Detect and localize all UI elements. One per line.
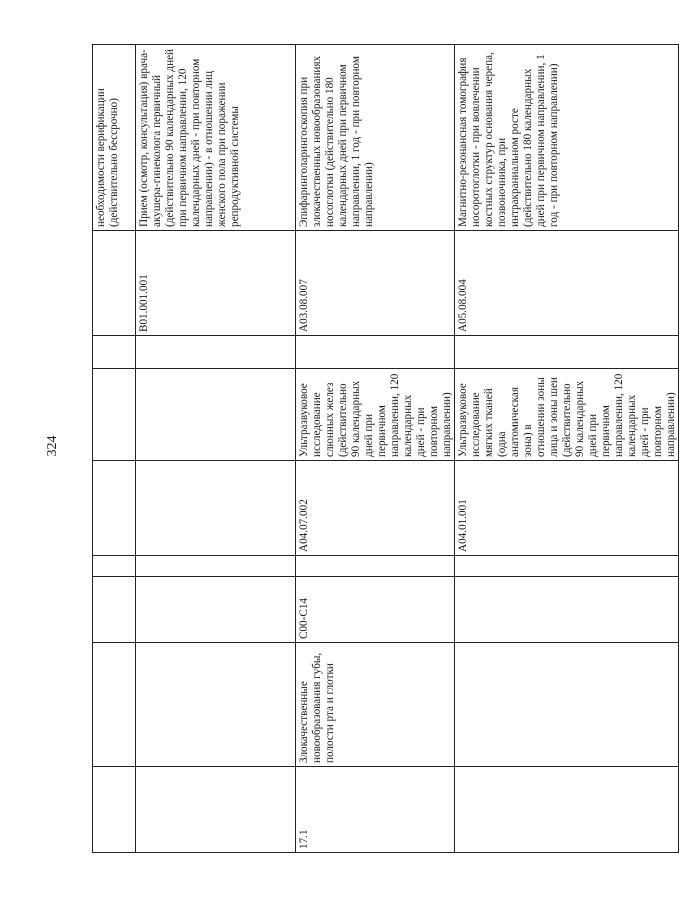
table-row-17-1-a <box>296 45 455 853</box>
procedure-text-cell: Ультразвуковое исследование слюнных желез (действительно 90 календарных дней при первичном направлении, 120 календарных дней - при повторном направлении) <box>296 369 455 461</box>
cell-icd-empty <box>136 577 296 643</box>
table-row-consultation <box>136 45 296 853</box>
cell-narrow-empty <box>296 556 455 577</box>
table-row-17-1-b <box>455 45 679 853</box>
procedure-text-cell: Эпифаринголарингоскопия при злокачественных новообразованиях носоглотки (действительно 180 календарных дней при первичном направлении, 1 год - при повторном направлении) <box>296 45 455 231</box>
cell-number-empty <box>136 767 296 853</box>
procedure-code-cell: A03.08.007 <box>296 231 455 336</box>
procedure-code-cell: A04.01.001 <box>455 461 679 556</box>
cell-code2-empty <box>93 231 136 336</box>
cell-narrow-empty <box>455 556 679 577</box>
row-number-cell: 17.1 <box>296 767 455 853</box>
table-row-header-continuation <box>93 45 136 853</box>
icd-codes-cell: C00-C14 <box>296 577 455 643</box>
document-table <box>92 44 679 853</box>
procedure-code-cell: A05.08.004 <box>455 231 679 336</box>
cell-text1-empty <box>136 369 296 461</box>
cell-narrow-empty <box>93 556 136 577</box>
procedure-text-cell: Магнитно-резонансная томография носоротоглотки - при вовлечении костных структур основания черепа, позвоночника, при интракраниальном росте (действительно 180 календарных дней при первичном направлении, 1 год - при повторном направлении) <box>455 45 679 231</box>
page-number: 324 <box>45 435 60 457</box>
cell-disease-empty <box>136 643 296 767</box>
cell-icd-empty <box>93 577 136 643</box>
cell-code1-empty <box>93 461 136 556</box>
cell-blank-empty <box>296 336 455 369</box>
cell-icd-empty <box>455 577 679 643</box>
cell-blank-empty <box>136 336 296 369</box>
procedure-code-cell: A04.07.002 <box>296 461 455 556</box>
disease-name-cell: Злокачественные новообразования губы, полости рта и глотки <box>296 643 455 767</box>
cell-disease-empty <box>455 643 679 767</box>
consultation-text-cell: Прием (осмотр, консультация) врача-акушера-гинеколога первичный (действительно 90 календарных дней при первичном направлении, 120 календарных дней - при повторном направлении) - в отношении лиц женского пола при поражении репродуктивной системы <box>136 45 296 231</box>
cell-blank-empty <box>455 336 679 369</box>
procedure-text-cell: Ультразвуковое исследование мягких тканей (одна анатомическая зона) в отношении зоны лица и зоны шеи (действительно 90 календарных дней при первичном направлении, 120 календарных дней - при повторном направлении) <box>455 369 679 461</box>
rotated-table-sheet <box>92 45 677 853</box>
consultation-code-cell: B01.001.001 <box>136 231 296 336</box>
verification-note-cell: необходимости верификации (действительно бессрочно) <box>93 45 136 231</box>
cell-code1-empty <box>136 461 296 556</box>
cell-number-empty <box>93 767 136 853</box>
cell-text1-empty <box>93 369 136 461</box>
cell-disease-empty <box>93 643 136 767</box>
cell-narrow-empty <box>136 556 296 577</box>
cell-blank-empty <box>93 336 136 369</box>
cell-number-empty <box>455 767 679 853</box>
